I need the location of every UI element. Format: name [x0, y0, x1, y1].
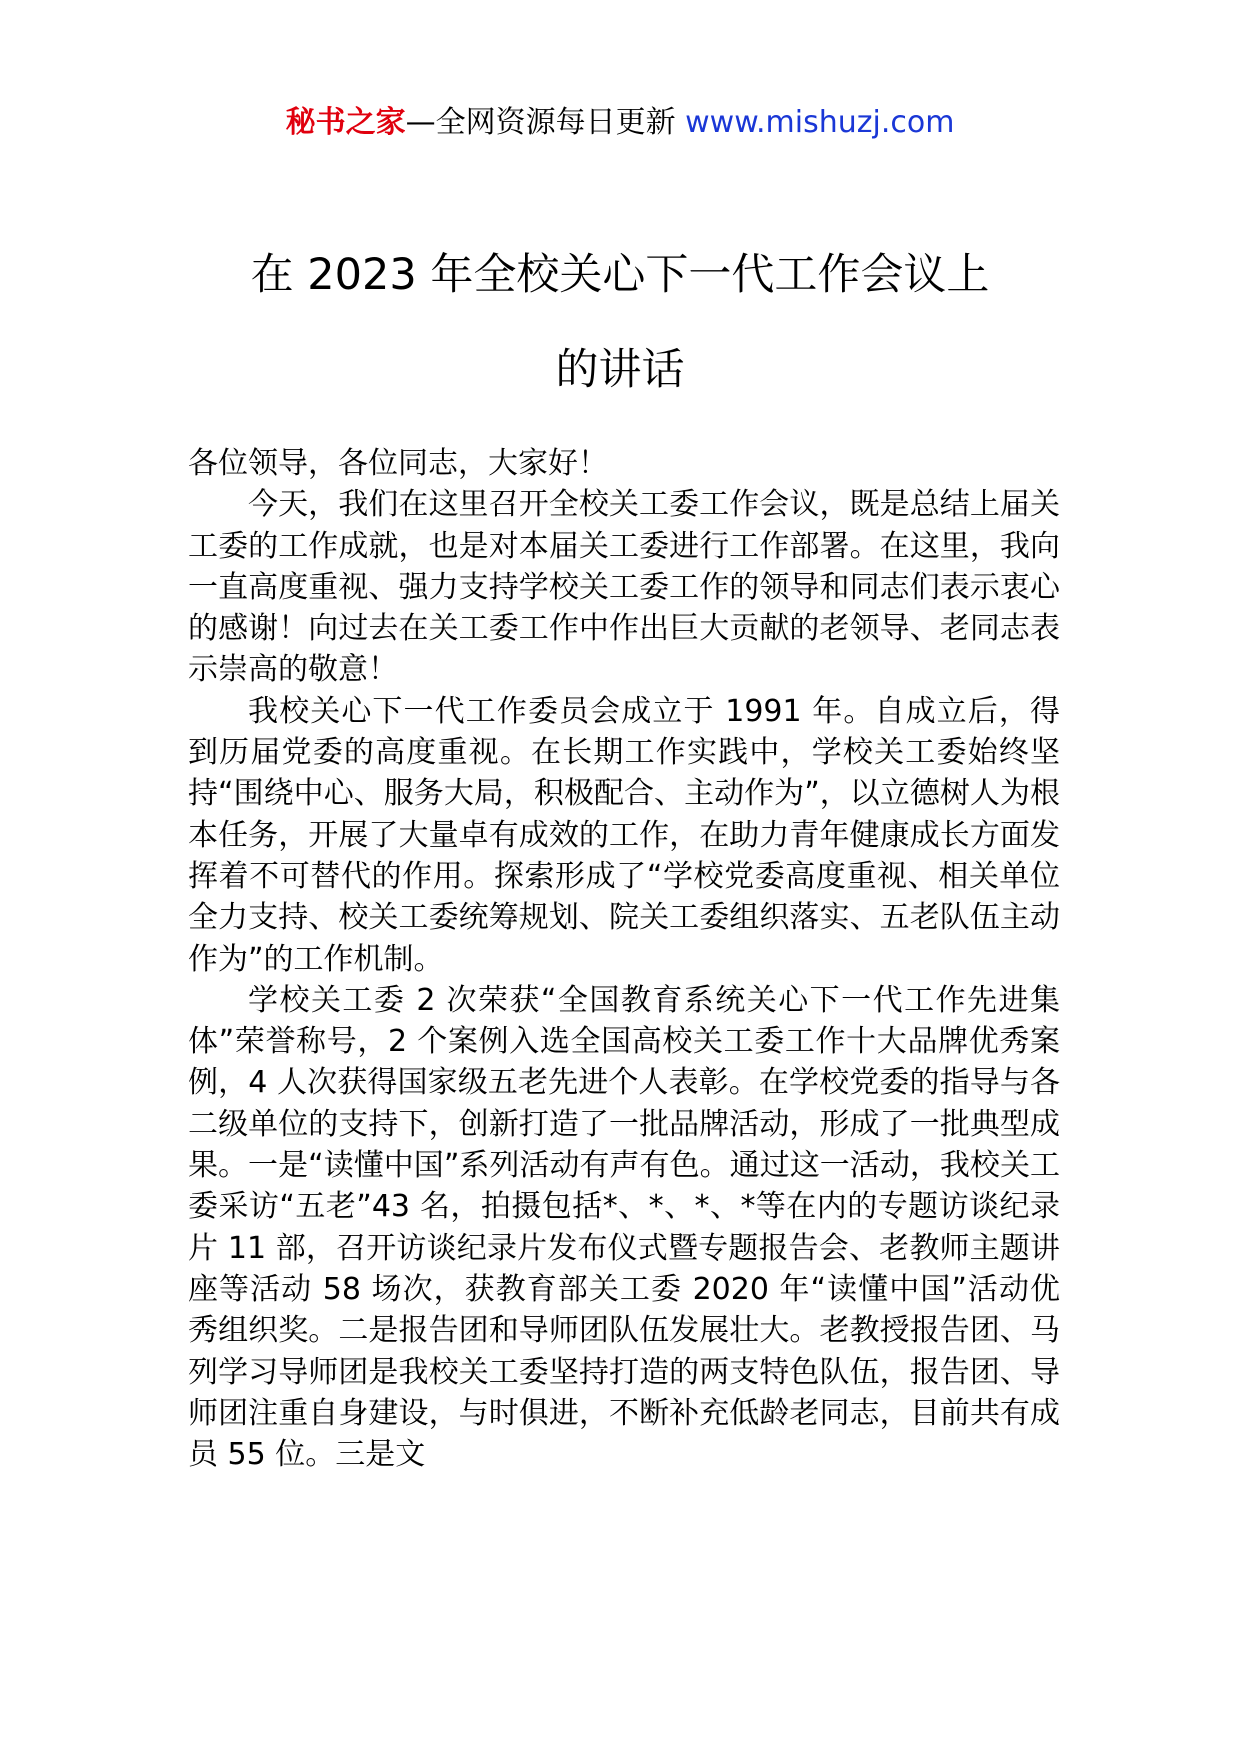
title-line-2: 的讲话: [555, 345, 685, 395]
brand-name: 秘书之家: [285, 105, 406, 140]
document-title: [0, 228, 1240, 418]
salutation: 各位领导，各位同志，大家好！: [188, 446, 608, 481]
site-url-link[interactable]: www.mishuzj.com: [685, 105, 955, 140]
body-paragraph-1: 今天，我们在这里召开全校关工委工作会议，既是总结上届关工委的工作成就，也是对本届关工委进行工作部署。在这里，我向一直高度重视、强力支持学校关工委工作的领导和同志们表示衷心的感谢！向过去在关工委工作中作出巨大贡献的老领导、老同志表示崇高的敬意！: [188, 487, 1060, 688]
site-header: [0, 100, 1240, 146]
body-paragraph-3: 学校关工委 2 次荣获“全国教育系统关心下一代工作先进集体”荣誉称号，2 个案例入选全国高校关工委工作十大品牌优秀案例，4 人次获得国家级五老先进个人表彰。在学校党委的指导与各二级单位的支持下，创新打造了一批品牌活动，形成了一批典型成果。一是“读懂中国”系列活动有声有色。通过这一活动，我校关工委采访“五老”43 名，拍摄包括*、*、*、*等在内的专题访谈纪录片 11 部，召开访谈纪录片发布仪式暨专题报告会、老教师主题讲座等活动 58 场次，获教育部关工委 2020 年“读懂中国”活动优秀组织奖。二是报告团和导师团队伍发展壮大。老教授报告团、马列学习导师团是我校关工委坚持打造的两支特色队伍，报告团、导师团注重自身建设，与时俱进，不断补充低龄老同志，目前共有成员 55 位。三是文: [188, 982, 1060, 1473]
document-body: [188, 443, 1060, 1475]
header-slogan: 全网资源每日更新: [435, 105, 676, 140]
title-line-1: 在 2023 年全校关心下一代工作会议上: [250, 250, 990, 300]
header-separator: —: [405, 105, 436, 140]
body-paragraph-2: 我校关心下一代工作委员会成立于 1991 年。自成立后，得到历届党委的高度重视。在长期工作实践中，学校关工委始终坚持“围绕中心、服务大局，积极配合、主动作为”，以立德树人为根本任务，开展了大量卓有成效的工作，在助力青年健康成长方面发挥着不可替代的作用。探索形成了“学校党委高度重视、相关单位全力支持、校关工委统筹规划、院关工委组织落实、五老队伍主动作为”的工作机制。: [188, 693, 1060, 977]
